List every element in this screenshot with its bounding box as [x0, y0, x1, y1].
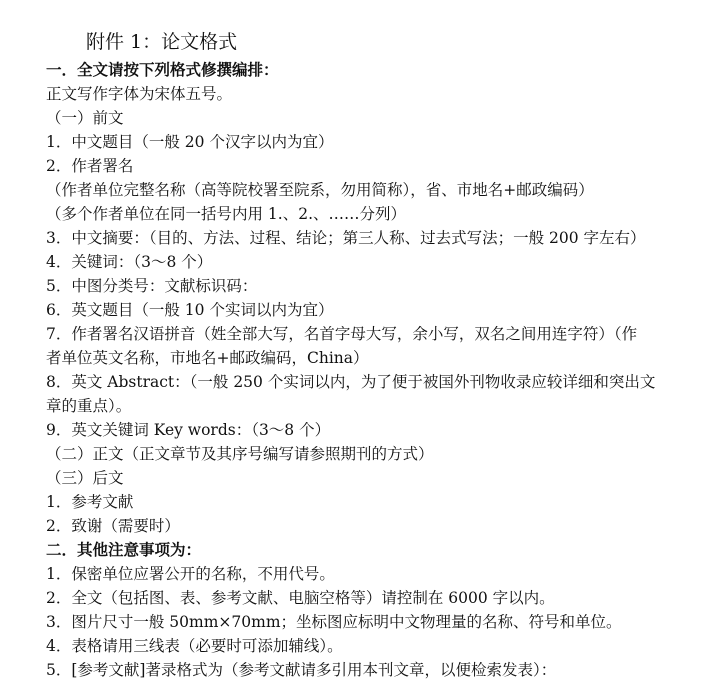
note-item: 1．保密单位应署公开的名称，不用代号。 — [46, 565, 335, 583]
part-label-front: （一）前文 — [46, 109, 124, 127]
front-item: 2．作者署名 — [46, 157, 134, 175]
front-item: 5．中图分类号：文献标识码： — [46, 277, 258, 295]
front-item: 4．关键词：（3～8 个） — [46, 253, 213, 271]
part-label-back: （三）后文 — [46, 469, 124, 487]
section-heading-2: 二．其他注意事项为： — [46, 540, 202, 559]
front-item: 6．英文题目（一般 10 个实词以内为宜） — [46, 301, 334, 319]
part-label-body: （二）正文（正文章节及其序号编写请参照期刊的方式） — [46, 445, 434, 463]
intro-text: 正文写作字体为宋体五号。 — [46, 85, 233, 103]
note-item: 2．全文（包括图、表、参考文献、电脑空格等）请控制在 6000 字以内。 — [46, 589, 555, 607]
front-item: 9．英文关键词 Key words：（3～8 个） — [46, 421, 331, 439]
note-item: 5．[参考文献]著录格式为（参考文献请多引用本刊文章，以便检索发表）： — [46, 661, 557, 679]
document-title: 附件 1：论文格式 — [86, 31, 238, 53]
front-item-continuation: 章的重点）。 — [46, 397, 132, 415]
note-item: 4．表格请用三线表（必要时可添加辅线）。 — [46, 637, 343, 655]
back-item: 1．参考文献 — [46, 493, 134, 511]
front-item-continuation: 者单位英文名称，市地名+邮政编码，China） — [46, 349, 369, 367]
back-item: 2．致谢（需要时） — [46, 517, 180, 535]
note-item: 3．图片尺寸一般 50mm×70mm；坐标图应标明中文物理量的名称、符号和单位。 — [46, 613, 622, 631]
front-item: 3．中文摘要：（目的、方法、过程、结论；第三人称、过去式写法；一般 200 字左右） — [46, 229, 646, 247]
front-item: 1．中文题目（一般 20 个汉字以内为宜） — [46, 133, 334, 151]
front-item: 8．英文 Abstract：（一般 250 个实词以内，为了便于被国外刊物收录应较详细和突出文 — [46, 373, 656, 391]
front-item: （作者单位完整名称（高等院校署至院系，勿用简称），省、市地名+邮政编码） — [46, 181, 594, 199]
front-item: 7．作者署名汉语拼音（姓全部大写，名首字母大写，余小写，双名之间用连字符）（作 — [46, 325, 638, 343]
section-heading-1: 一．全文请按下列格式修撰编排： — [46, 60, 279, 79]
front-item: （多个作者单位在同一括号内用 1.、2.、……分列） — [46, 205, 407, 223]
